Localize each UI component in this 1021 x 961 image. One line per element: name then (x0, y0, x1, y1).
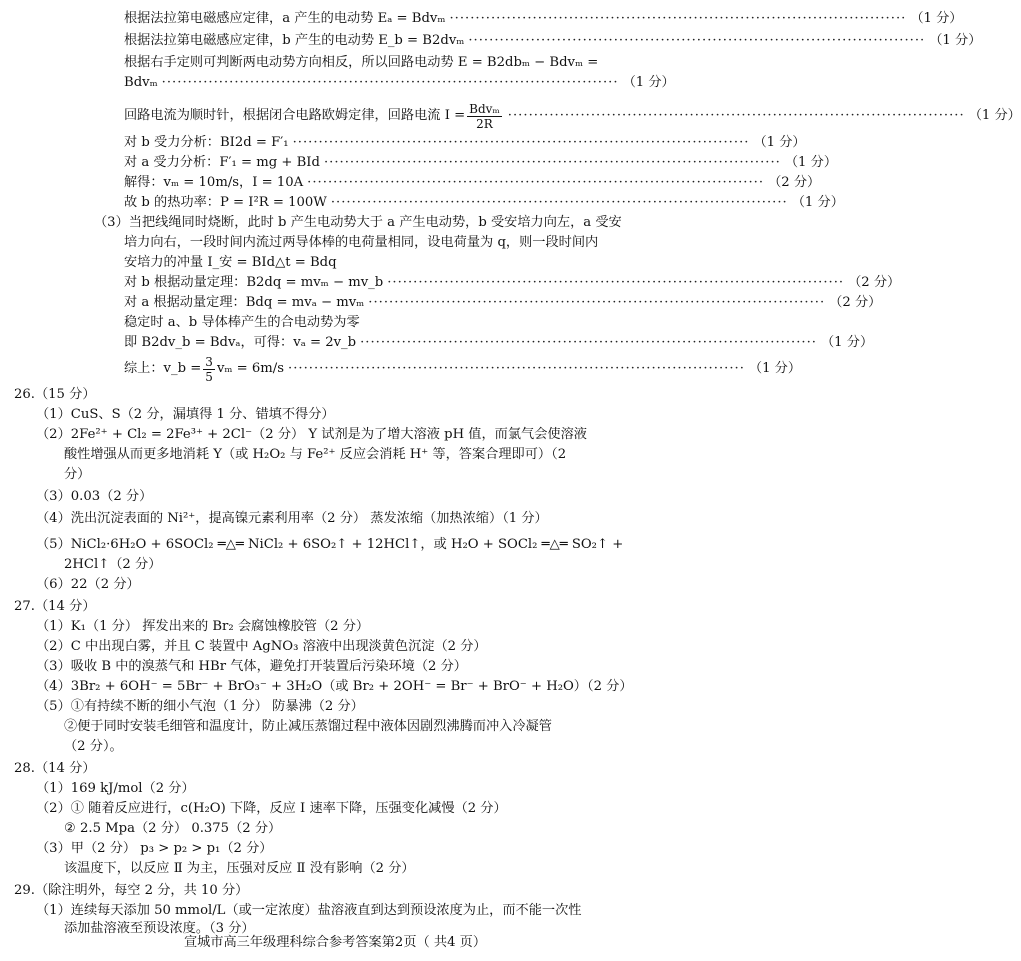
leader-dots: ························································································ (387, 275, 845, 290)
answer-line: （2 分）。 (64, 739, 123, 754)
answer-line: Bdvₘ ························································································ （1 分） (124, 75, 675, 90)
leader-dots: ························································································ (449, 11, 907, 26)
answer-line: 故 b 的热功率：P = I²R = 100W ························································································ （1 分） (124, 195, 844, 210)
answer-line: （2）2Fe²⁺ + Cl₂ = 2Fe³⁺ + 2Cl⁻（2 分） Y 试剂是为了增大溶液 pH 值，而氯气会使溶液 (36, 427, 587, 442)
answer-line: （6）22（2 分） (36, 577, 140, 592)
answer-line: 即 B2dv_b = Bdvₐ，可得：vₐ = 2v_b ························································································ （1 分） (124, 335, 874, 350)
question-heading: 26.（15 分） (14, 387, 96, 402)
answer-line: 酸性增强从而更多地消耗 Y（或 H₂O₂ 与 Fe²⁺ 反应会消耗 H⁺ 等，答案合理即可）（2 (64, 447, 567, 462)
answer-line: （1）169 kJ/mol（2 分） (36, 781, 195, 796)
answer-line: 培力向右，一段时间内流过两导体棒的电荷量相同，设电荷量为 q，则一段时间内 (124, 235, 599, 250)
leader-dots: ························································································ (288, 361, 745, 376)
answer-line: 该温度下，以反应 Ⅱ 为主，压强对反应 Ⅱ 没有影响（2 分） (64, 861, 415, 876)
answer-line: （5）NiCl₂·6H₂O + 6SOCl₂ ═△═ NiCl₂ + 6SO₂↑ + 12HCl↑，或 H₂O + SOCl₂ ═△═ SO₂↑ + (36, 537, 624, 552)
answer-line: （1）K₁（1 分） 挥发出来的 Br₂ 会腐蚀橡胶管（2 分） (36, 619, 370, 634)
answer-line: 综上：v_b = $\frac{3}{5}$ vₘ = 6m/s ························································································ （1 分） (124, 354, 802, 384)
answer-line: 添加盐溶液至预设浓度。（3 分） (64, 921, 255, 936)
answer-line: （4）洗出沉淀表面的 Ni²⁺，提高镍元素利用率（2 分） 蒸发浓缩（加热浓缩）（1 分） (36, 511, 548, 526)
answer-line: 2HCl↑（2 分） (64, 557, 162, 572)
answer-line: 根据法拉第电磁感应定律，a 产生的电动势 Eₐ = Bdvₘ ························································································ （1 分） (124, 11, 963, 26)
answer-line: （2）① 随着反应进行，c(H₂O) 下降，反应 Ⅰ 速率下降，压强变化减慢（2 分） (36, 801, 507, 816)
answer-line: 解得：vₘ = 10m/s，I = 10A ························································································ （2 分） (124, 175, 821, 190)
answer-line: 稳定时 a、b 导体棒产生的合电动势为零 (124, 315, 360, 330)
answer-line: （4）3Br₂ + 6OH⁻ = 5Br⁻ + BrO₃⁻ + 3H₂O（或 Br₂ + 2OH⁻ = Br⁻ + BrO⁻ + H₂O）（2 分） (36, 679, 633, 694)
leader-dots: ························································································ (307, 175, 765, 190)
page-footer: 宣城市高三年级理科综合参考答案第2页（ 共4 页） (183, 935, 487, 950)
answer-line: （1）CuS、S（2 分，漏填得 1 分、错填不得分） (36, 407, 335, 422)
answer-line: （3）甲（2 分） p₃ > p₂ > p₁（2 分） (36, 841, 273, 856)
question-heading: 27.（14 分） (14, 599, 96, 614)
fraction: $\frac{\text{Bdvₘ}}{2R}$ (469, 101, 500, 131)
answer-line: 分） (64, 467, 91, 482)
leader-dots: ························································································ (292, 135, 750, 150)
leader-dots: ························································································ (507, 108, 965, 123)
answer-line: （5）①有持续不断的细小气泡（1 分） 防暴沸（2 分） (36, 699, 364, 714)
answer-line: ②便于同时安装毛细管和温度计，防止减压蒸馏过程中液体因剧烈沸腾而冲入冷凝管 (64, 719, 552, 734)
answer-line: （3）当把线绳同时烧断，此时 b 产生电动势大于 a 产生电动势，b 受安培力向左，a 受安 (94, 215, 622, 230)
answer-line: （2）C 中出现白雾，并且 C 装置中 AgNO₃ 溶液中出现淡黄色沉淀（2 分） (36, 639, 487, 654)
leader-dots: ························································································ (161, 75, 619, 90)
answer-line: 回路电流为顺时针，根据闭合电路欧姆定律，回路电流 I = $\frac{\text{Bdvₘ}}{2R}$ ························································································ （1 分） (124, 101, 1021, 131)
answer-line: 对 a 受力分析：F′₁ = mg + BId ························································································ （1 分） (124, 155, 838, 170)
answer-line: （3）0.03（2 分） (36, 489, 153, 504)
answer-line: ② 2.5 Mpa（2 分） 0.375（2 分） (64, 821, 282, 836)
question-heading: 29.（除注明外，每空 2 分，共 10 分） (14, 883, 249, 898)
fraction: $\frac{3}{5}$ (205, 354, 213, 384)
question-heading: 28.（14 分） (14, 761, 96, 776)
leader-dots: ························································································ (368, 295, 826, 310)
leader-dots: ························································································ (468, 33, 926, 48)
answer-line: 对 b 根据动量定理：B2dq = mvₘ − mv_b ························································································ （2 分） (124, 275, 901, 290)
answer-line: （1）连续每天添加 50 mmol/L（或一定浓度）盐溶液直到达到预设浓度为止，而不能一次性 (36, 903, 582, 918)
leader-dots: ························································································ (330, 195, 788, 210)
answer-line: 根据法拉第电磁感应定律，b 产生的电动势 E_b = B2dvₘ ························································································ （1 分） (124, 33, 982, 48)
answer-line: 对 b 受力分析：BI2d = F′₁ ························································································ （1 分） (124, 135, 806, 150)
answer-line: 安培力的冲量 I_安 = BId△t = Bdq (124, 255, 337, 270)
answer-line: 对 a 根据动量定理：Bdq = mvₐ − mvₘ ························································································ （2 分） (124, 295, 882, 310)
leader-dots: ························································································ (360, 335, 817, 350)
answer-line: 根据右手定则可判断两电动势方向相反，所以回路电动势 E = B2dbₘ − Bdvₘ = (124, 55, 599, 70)
leader-dots: ························································································ (323, 155, 781, 170)
answer-line: （3）吸收 B 中的溴蒸气和 HBr 气体，避免打开装置后污染环境（2 分） (36, 659, 467, 674)
